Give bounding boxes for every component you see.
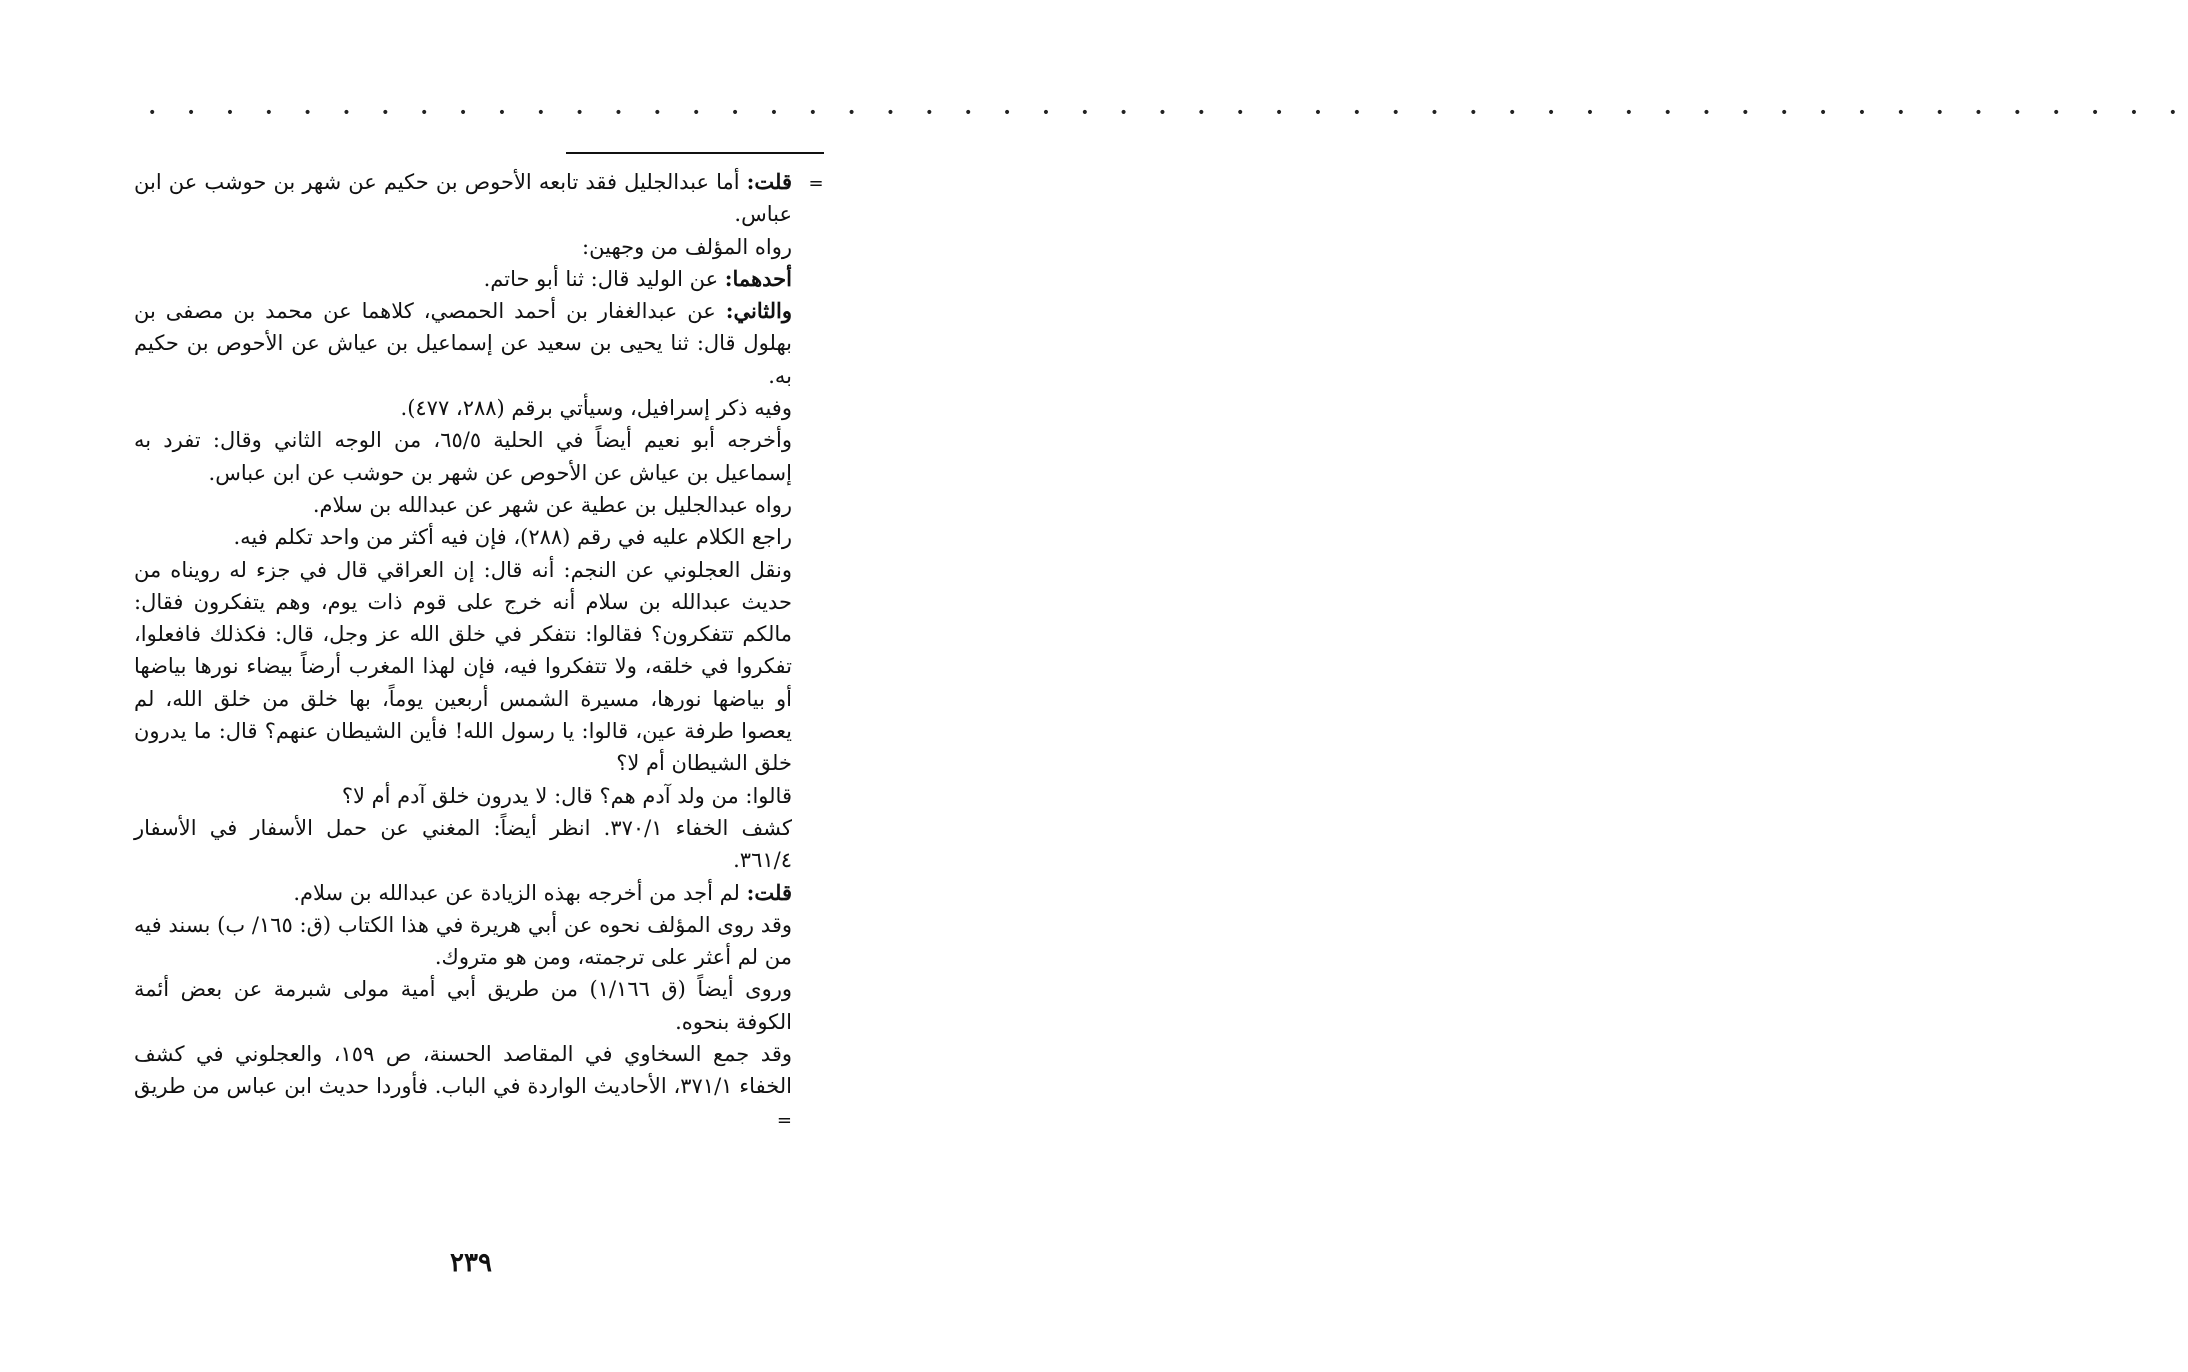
continuation-mark: = — [808, 173, 824, 194]
paragraph-text: كشف الخفاء ٣٧٠/١. انظر أيضاً: المغني عن حمل الأسفار في الأسفار ٣٦١/٤. — [134, 815, 792, 873]
paragraph — [134, 424, 792, 489]
paragraph-text: عن عبدالغفار بن أحمد الحمصي، كلاهما عن محمد بن مصفى بن بهلول قال: ثنا يحيى بن سعيد عن إسماعيل بن عياش عن الأحوص بن حكيم به. — [134, 299, 792, 388]
page-number: ٢٣٩ — [450, 1248, 492, 1278]
paragraph-lead: قلت: — [746, 169, 792, 194]
paragraph — [134, 263, 792, 295]
paragraph — [134, 231, 792, 263]
trailing-continuation-mark: = — [776, 1109, 792, 1131]
paragraph-text: راجع الكلام عليه في رقم (٢٨٨)، فإن فيه أكثر من واحد تكلم فيه. — [233, 525, 792, 550]
paragraph — [134, 877, 792, 909]
paragraph-text: لم أجد من أخرجه بهذه الزيادة عن عبدالله بن سلام. — [293, 880, 747, 905]
paragraph — [134, 973, 792, 1038]
paragraph-text: وقد جمع السخاوي في المقاصد الحسنة، ص ١٥٩، والعجلوني في كشف الخفاء ٣٧١/١، الأحاديث الواردة في الباب. فأوردا حديث ابن عباس من طريق — [134, 1042, 792, 1099]
paragraph-text: وروى أيضاً (ق ١/١٦٦) من طريق أبي أمية مولى شبرمة عن بعض أئمة الكوفة بنحوه. — [134, 977, 792, 1034]
paragraph-text: أما عبدالجليل فقد تابعه الأحوص بن حكيم عن شهر بن حوشب عن ابن عباس. — [134, 170, 792, 227]
paragraph-text: وفيه ذكر إسرافيل، وسيأتي برقم (٢٨٨، ٤٧٧). — [400, 396, 792, 421]
paragraph — [134, 489, 792, 521]
paragraph — [134, 295, 792, 392]
paragraph-text: قالوا: من ولد آدم هم؟ قال: لا يدرون خلق آدم أم لا؟ — [341, 783, 792, 808]
paragraph — [134, 780, 792, 812]
footnote-separator — [566, 152, 824, 154]
paragraph-lead: أحدهما: — [724, 265, 792, 291]
paragraph-lead: قلت: — [746, 879, 792, 905]
paragraph — [134, 521, 792, 553]
paragraph — [134, 812, 792, 877]
paragraph — [134, 554, 792, 780]
paragraph-text: عن الوليد قال: ثنا أبو حاتم. — [483, 266, 725, 291]
paragraph — [134, 1038, 792, 1137]
paragraph — [134, 392, 792, 424]
footnote-text — [134, 166, 792, 1137]
paragraph-text: وأخرجه أبو نعيم أيضاً في الحلية ٦٥/٥، من الوجه الثاني وقال: تفرد به إسماعيل بن عياش عن الأحوص عن شهر بن حوشب عن ابن عباس. — [134, 428, 792, 485]
paragraph-lead: والثاني: — [725, 298, 792, 324]
paragraph-text: ونقل العجلوني عن النجم: أنه قال: إن العراقي قال في جزء له رويناه من حديث عبدالله بن سلام أنه خرج على قوم ذات يوم، وهم يتفكرون فقال: مالكم تتفكرون؟ فقالوا: نتفكر في خلق الله عز وجل، قال: فكذلك فافعلوا، تفكروا في خلقه، ولا تتفكروا فيه، فإن لهذا المغرب أرضاً بيضاء نورها بياضها أو بياضها نورها، مسيرة الشمس أربعين يوماً، بها خلق من خلق الله، لم يعصوا طرفة عين، قالوا: يا رسول الله! فأين الشيطان عنهم؟ قال: ما يدرون خلق الشيطان أم لا؟ — [134, 557, 792, 776]
paragraph — [134, 909, 792, 974]
paragraph — [134, 166, 792, 231]
paragraph-text: وقد روى المؤلف نحوه عن أبي هريرة في هذا الكتاب (ق: ١٦٥/ ب) بسند فيه من لم أعثر على ترجمته، ومن هو متروك. — [134, 912, 792, 970]
header-dotted-line: • • • • • • • • • • • • • • • • • • • • • • • • • • • • • • • • • • • • • • • • • • • • • • • • • • • • • — [148, 105, 2188, 121]
paragraph-text: رواه عبدالجليل بن عطية عن شهر عن عبدالله بن سلام. — [312, 492, 792, 517]
paragraph-text: رواه المؤلف من وجهين: — [582, 234, 792, 259]
